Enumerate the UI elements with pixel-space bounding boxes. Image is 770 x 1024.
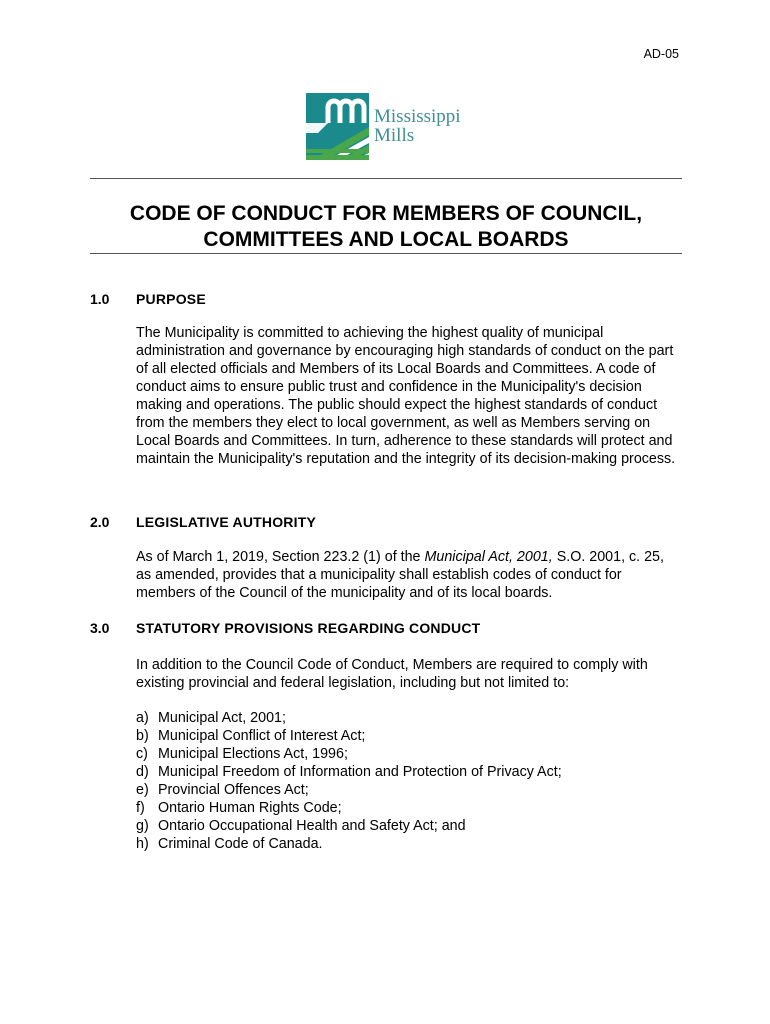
title-top-divider [90, 178, 682, 179]
logo-line-1: Mississippi [374, 106, 461, 127]
list-item [136, 799, 681, 817]
list-item [136, 709, 681, 727]
logo-line-2: Mills [374, 125, 415, 146]
list-item-text: Ontario Occupational Health and Safety Act; and [158, 818, 466, 834]
document-id: AD-05 [643, 47, 679, 61]
text-run: As of March 1, 2019, Section 223.2 (1) of the [136, 549, 425, 565]
list-marker: a) [136, 710, 149, 726]
list-marker: c) [136, 746, 148, 762]
list-item [136, 727, 681, 745]
list-item-text: Municipal Freedom of Information and Protection of Privacy Act; [158, 764, 562, 780]
list-item-text: Criminal Code of Canada. [158, 836, 323, 852]
legislation-list [136, 709, 681, 853]
section-heading-legislative-authority: LEGISLATIVE AUTHORITY [136, 514, 316, 530]
list-marker: h) [136, 836, 149, 852]
list-item-text: Provincial Offences Act; [158, 782, 309, 798]
list-marker: g) [136, 818, 149, 834]
list-marker: b) [136, 728, 149, 744]
section-number: 1.0 [90, 291, 110, 307]
legislative-authority-paragraph [136, 548, 681, 602]
text-run: S.O. 2001, c. 25, as amended, provides that a municipality shall establish codes of conduct for members of the Council of the municipality and of its local boards. [136, 549, 664, 601]
list-item-text: Ontario Human Rights Code; [158, 800, 342, 816]
statutory-provisions-paragraph: In addition to the Council Code of Conduct, Members are required to comply with existing provincial and federal legislation, including but not limited to: [136, 657, 648, 691]
mississippi-mills-logo-icon [306, 93, 369, 160]
list-item [136, 763, 681, 781]
list-marker: f) [136, 800, 145, 816]
list-item [136, 781, 681, 799]
list-item [136, 817, 681, 835]
section-heading-statutory-provisions: STATUTORY PROVISIONS REGARDING CONDUCT [136, 620, 481, 636]
list-marker: e) [136, 782, 149, 798]
title-line-1: CODE OF CONDUCT FOR MEMBERS OF COUNCIL, [129, 202, 643, 225]
municipality-logo [306, 93, 461, 160]
section-number: 3.0 [90, 620, 110, 636]
list-item-text: Municipal Elections Act, 1996; [158, 746, 348, 762]
list-item-text: Municipal Act, 2001; [158, 710, 286, 726]
list-item-text: Municipal Conflict of Interest Act; [158, 728, 366, 744]
title-line-2: COMMITTEES AND LOCAL BOARDS [203, 228, 569, 251]
title-bottom-divider [90, 253, 682, 254]
page-title [90, 201, 682, 253]
section-number: 2.0 [90, 514, 110, 530]
list-item [136, 835, 681, 853]
list-item [136, 745, 681, 763]
logo-wordmark [374, 107, 461, 145]
act-title: Municipal Act, 2001, [424, 549, 553, 565]
section-heading-purpose: PURPOSE [136, 291, 206, 307]
list-marker: d) [136, 764, 149, 780]
purpose-paragraph: The Municipality is committed to achieving the highest quality of municipal administration and governance by encouraging high standards of conduct on the part of all elected officials and Members of its Local Boards and Committees. A code of conduct aims to ensure public trust and confidence in the Municipality's decision making and operations. The public should expect the highest standards of conduct from the members they elect to local government, as well as Members serving on Local Boards and Committees. In turn, adherence to these standards will protect and maintain the Municipality's reputation and the integrity of its decision-making process. [136, 325, 676, 467]
